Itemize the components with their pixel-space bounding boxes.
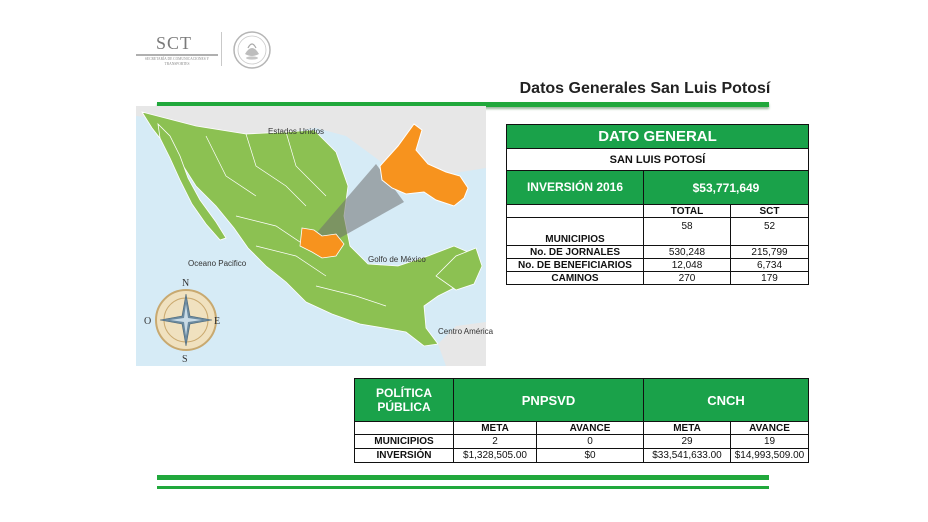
table-row — [507, 246, 809, 259]
logo-divider — [221, 32, 222, 66]
label-pacific: Oceano Pacifico — [188, 259, 247, 268]
row-total: 12,048 — [644, 259, 731, 272]
row-label: No. DE JORNALES — [507, 246, 644, 259]
sct-logo-subtitle: SECRETARÍA DE COMUNICACIONES Y TRANSPORTES — [144, 57, 210, 66]
sct-logo — [136, 33, 218, 67]
cnch-avance-header: AVANCE — [731, 422, 809, 435]
general-data-table — [506, 124, 809, 285]
bottom-rule-thin — [157, 486, 769, 489]
public-policy-table — [354, 378, 809, 463]
sct-logo-text: SCT — [156, 33, 193, 53]
general-table-subtitle: SAN LUIS POTOSÍ — [507, 149, 809, 171]
header-blank-cell — [507, 205, 644, 218]
compass-s: S — [182, 354, 188, 365]
pnpsvd-meta-value: $1,328,505.00 — [454, 449, 537, 463]
row-sct: 52 — [731, 218, 809, 246]
row-sct: 179 — [731, 272, 809, 285]
pnpsvd-avance-value: $0 — [537, 449, 644, 463]
table-row — [355, 435, 809, 449]
compass-n: N — [182, 278, 190, 289]
row-total: 58 — [644, 218, 731, 246]
row-label: No. DE BENEFICIARIOS — [507, 259, 644, 272]
label-usa: Estados Unidos — [268, 127, 325, 136]
cnch-meta-header: META — [644, 422, 731, 435]
label-gulf: Golfo de México — [368, 255, 426, 264]
label-central-america: Centro América — [438, 327, 494, 336]
pnpsvd-avance-value: 0 — [537, 435, 644, 449]
row-total: 270 — [644, 272, 731, 285]
policy-header-label: POLÍTICA PÚBLICA — [355, 379, 454, 422]
cnch-meta-value: 29 — [644, 435, 731, 449]
row-total: 530,248 — [644, 246, 731, 259]
cnch-meta-value: $33,541,633.00 — [644, 449, 731, 463]
program-pnpsvd-header: PNPSVD — [454, 379, 644, 422]
pnpsvd-avance-header: AVANCE — [537, 422, 644, 435]
row-label: MUNICIPIOS — [507, 218, 644, 246]
national-seal-icon — [232, 30, 272, 70]
program-cnch-header: CNCH — [644, 379, 809, 422]
bottom-rule-thick — [157, 475, 769, 480]
table-row — [507, 259, 809, 272]
pnpsvd-meta-value: 2 — [454, 435, 537, 449]
col-total-header: TOTAL — [644, 205, 731, 218]
cnch-avance-value: 19 — [731, 435, 809, 449]
table-row — [355, 449, 809, 463]
sct-logo-bar — [136, 54, 218, 56]
compass-e: E — [214, 316, 221, 327]
compass-o: O — [144, 316, 152, 327]
investment-label: INVERSIÓN 2016 — [507, 171, 644, 205]
general-table-title: DATO GENERAL — [507, 125, 809, 149]
header-blank-cell — [355, 422, 454, 435]
table-row — [507, 218, 809, 246]
row-sct: 6,734 — [731, 259, 809, 272]
row-label: MUNICIPIOS — [355, 435, 454, 449]
pnpsvd-meta-header: META — [454, 422, 537, 435]
row-label: INVERSIÓN — [355, 449, 454, 463]
table-row — [507, 272, 809, 285]
page-title: Datos Generales San Luis Potosí — [519, 80, 771, 97]
row-sct: 215,799 — [731, 246, 809, 259]
row-label: CAMINOS — [507, 272, 644, 285]
mexico-map — [136, 106, 494, 366]
investment-value: $53,771,649 — [644, 171, 809, 205]
cnch-avance-value: $14,993,509.00 — [731, 449, 809, 463]
col-sct-header: SCT — [731, 205, 809, 218]
